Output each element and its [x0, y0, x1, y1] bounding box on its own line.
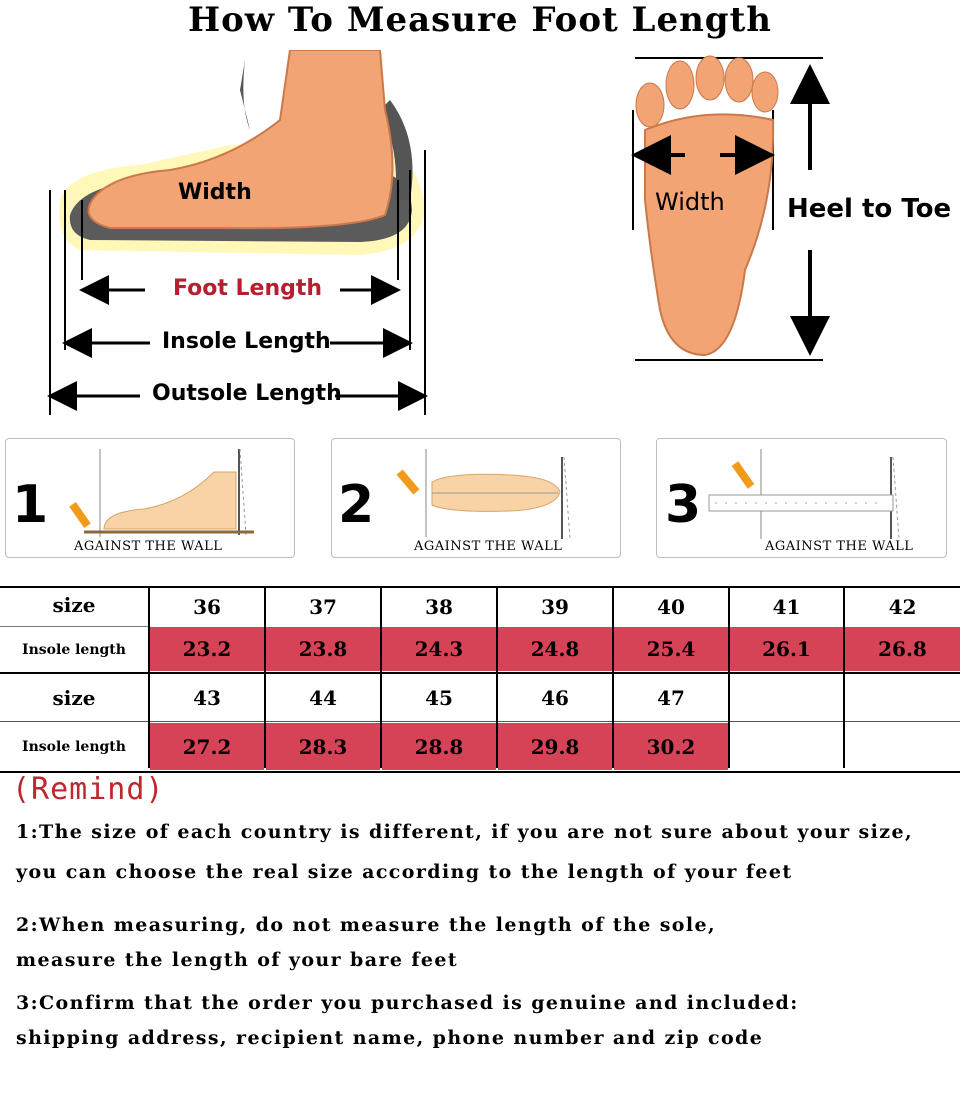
size-cell: 46 [541, 685, 569, 710]
size-cell: 39 [541, 595, 569, 619]
insole-length-cell: 26.8 [845, 627, 960, 671]
size-cell [845, 674, 960, 721]
step-2-caption: AGAINST THE WALL [414, 539, 563, 554]
side-view-diagram [0, 50, 470, 420]
step-3-caption: AGAINST THE WALL [765, 539, 914, 554]
step-2-illustration [390, 447, 620, 547]
insole-length-cell: 28.3 [266, 723, 380, 770]
insole-header-2: Insole length [22, 738, 126, 755]
insole-length-cell: 23.2 [150, 627, 264, 671]
size-cell: 40 [657, 595, 685, 619]
step-3-illustration [705, 447, 945, 547]
outsole-length-label: Outsole Length [152, 381, 342, 406]
step-1-illustration [64, 447, 294, 547]
size-cell: 43 [193, 685, 221, 710]
insole-length-cell: 24.8 [498, 627, 612, 671]
step-2-number: 2 [338, 475, 375, 535]
step-1-caption: AGAINST THE WALL [74, 539, 223, 554]
size-header-2: size [52, 686, 96, 710]
note-3-line-1: 3:Confirm that the order you purchased is genuine and included: [16, 992, 799, 1014]
top-width-label: Width [655, 188, 725, 216]
insole-length-label: Insole Length [162, 329, 331, 354]
step-3-box [656, 438, 947, 558]
size-cell: 47 [657, 685, 685, 710]
size-cell: 37 [309, 595, 337, 619]
step-3-number: 3 [665, 475, 702, 535]
step-1-number: 1 [12, 475, 49, 535]
insole-length-cell: 25.4 [614, 627, 728, 671]
size-header-1: size [52, 593, 96, 617]
size-cell: 45 [425, 685, 453, 710]
page-title: How To Measure Foot Length [188, 0, 772, 40]
heel-to-toe-label: Heel to Toe [787, 194, 952, 224]
step-2-box [331, 438, 621, 558]
size-cell: 41 [772, 595, 801, 619]
size-cell: 42 [888, 595, 917, 619]
insole-header-1: Insole length [22, 642, 126, 658]
size-cell: 38 [425, 595, 453, 619]
insole-length-cell: 28.8 [382, 723, 496, 770]
foot-sole-shape [645, 114, 773, 355]
foot-length-label: Foot Length [173, 276, 323, 301]
insole-length-cell: 23.8 [266, 627, 380, 671]
insole-length-cell: 30.2 [614, 723, 728, 770]
size-cell [730, 674, 843, 721]
insole-length-cell [730, 723, 843, 770]
size-cell: 44 [309, 685, 337, 710]
insole-length-cell: 29.8 [498, 723, 612, 770]
note-1-line-1: 1:The size of each country is different, if you are not sure about your size, [16, 821, 913, 843]
insole-length-cell: 27.2 [150, 723, 264, 770]
side-width-label: Width [178, 180, 252, 205]
note-2-line-1: 2:When measuring, do not measure the length of the sole, [16, 914, 717, 936]
insole-length-cell [845, 723, 960, 770]
insole-length-cell: 26.1 [730, 627, 843, 671]
remind-title: (Remind) [12, 772, 165, 807]
note-1-line-2: you can choose the real size according to the length of your feet [16, 861, 793, 883]
note-2-line-2: measure the length of your bare feet [16, 949, 459, 971]
size-table [0, 586, 960, 776]
note-3-line-2: shipping address, recipient name, phone number and zip code [16, 1027, 764, 1049]
step-1-box [5, 438, 295, 558]
insole-length-cell: 24.3 [382, 627, 496, 671]
size-cell: 36 [193, 595, 221, 619]
